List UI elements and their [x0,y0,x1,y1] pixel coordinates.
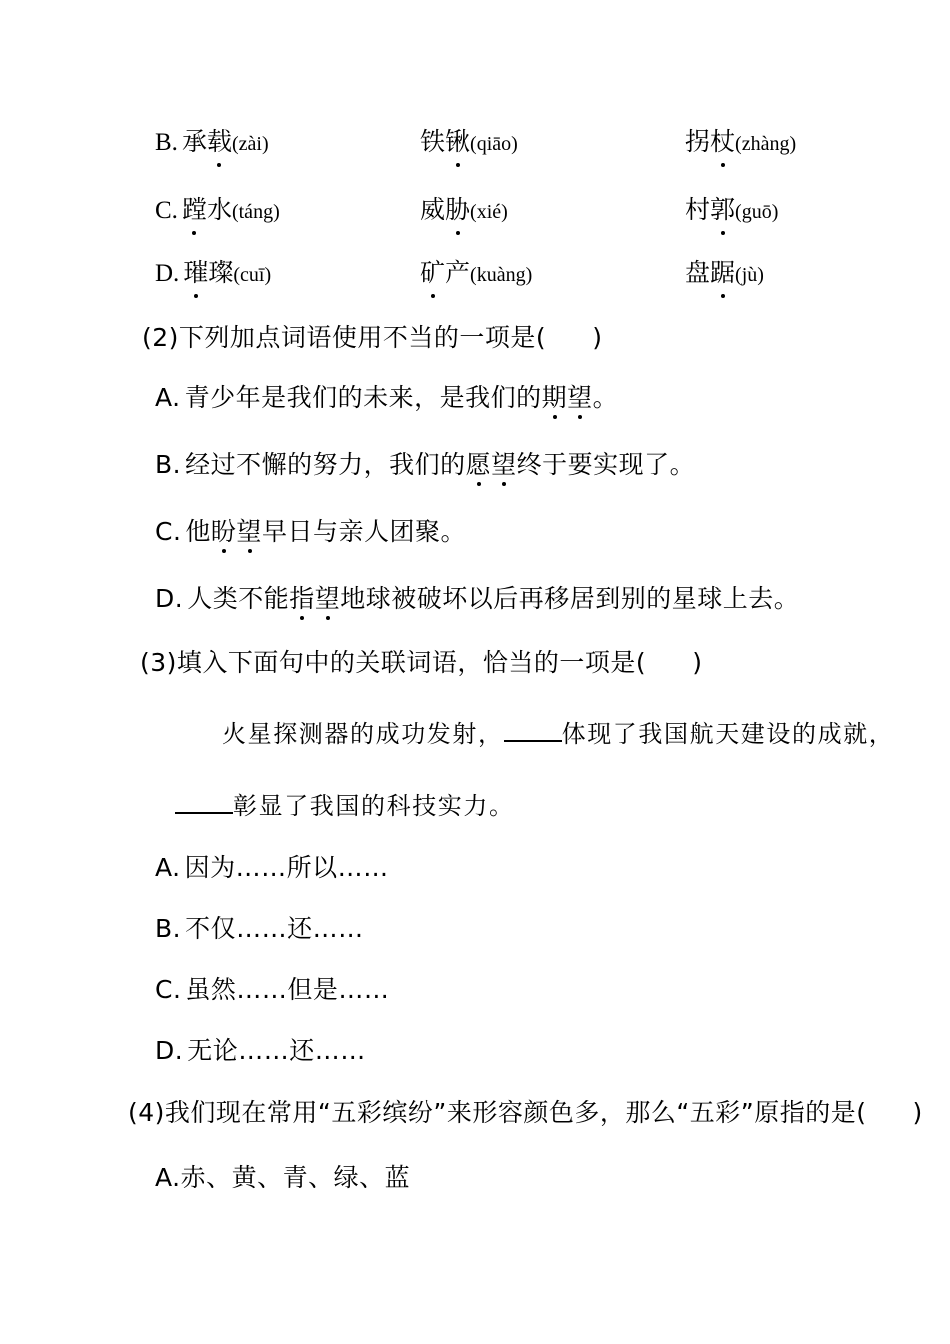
vocab-word: 拐杖 [685,127,735,156]
passage-text-after-blank: 体现了我国航天建设的成就， [561,722,895,748]
option-label: D. [155,584,184,613]
emphasis-dot-char: 锹 [445,122,470,158]
option-text-post: 。 [592,383,619,412]
option-label: B. [155,914,182,943]
q3-option-a[interactable] [155,855,389,880]
option-text: 因为……所以…… [184,853,389,882]
pinyin: (kuàng) [470,264,533,286]
question-number: (4) [128,1098,165,1127]
vocab-cell [420,190,508,226]
vocab-cell [155,122,269,158]
vocab-cell [685,190,778,226]
q4-option-a[interactable] [155,1165,410,1190]
q2-option-b[interactable] [155,452,695,477]
question-paren-close: ) [912,1098,923,1127]
emphasis-dot-char: 胁 [445,190,470,226]
passage-text-before-blank: 火星探测器的成功发射， [222,722,504,748]
question-paren-close: ) [692,648,703,677]
option-text-pre: 青少年是我们的未来，是我们的 [184,383,542,412]
pinyin: (qiāo) [470,133,518,155]
question-number: (2) [142,323,179,352]
vocab-cell [685,122,796,158]
emphasized-word: 指望 [289,584,341,613]
emphasis-dot-char: 载 [207,122,232,158]
question-text: 下列加点词语使用不当的一项是( [178,323,547,352]
vocab-word: 村郭 [685,195,735,224]
option-label: A. [155,1163,181,1192]
option-text-pre: 经过不懈的努力，我们的 [185,450,466,479]
emphasized-word: 盼望 [210,517,262,546]
pinyin: (zài) [231,133,269,155]
option-text-post: 早日与亲人团聚。 [261,517,466,546]
pinyin: (cuī) [233,264,272,286]
pinyin: (zhàng) [735,133,797,155]
pinyin: (guō) [735,201,779,223]
option-label: A. [155,853,181,882]
option-label: B. [155,450,182,479]
vocab-word: 铁锹 [420,127,470,156]
pinyin: (xié) [470,201,508,223]
option-text: 虽然……但是…… [185,975,390,1004]
vocab-row [0,253,950,309]
option-label: C. [155,197,178,224]
q3-option-b[interactable] [155,916,364,941]
option-text: 赤、黄、青、绿、蓝 [180,1163,411,1192]
option-label: A. [155,383,181,412]
option-label: D. [155,260,180,287]
vocab-word: 威胁 [420,195,470,224]
emphasis-dot-char: 矿 [420,253,445,289]
question-4-stem [128,1100,923,1125]
emphasis-dot-char: 杖 [710,122,735,158]
vocab-cell [420,253,532,289]
q2-option-d[interactable] [155,586,799,611]
option-label: C. [155,517,182,546]
vocab-word: 璀璨 [183,258,233,287]
vocab-word: 矿产 [420,258,470,287]
q3-passage-line-1 [222,723,894,747]
question-text: 我们现在常用“五彩缤纷”来形容颜色多，那么“五彩”原指的是( [164,1098,867,1127]
vocab-cell [155,253,271,289]
fill-in-blank-2[interactable] [175,812,233,814]
question-number: (3) [140,648,177,677]
fill-in-blank-1[interactable] [504,740,562,742]
vocab-word: 承载 [182,127,232,156]
option-text-pre: 他 [185,517,211,546]
pinyin: (jù) [735,264,764,286]
vocab-cell [420,122,518,158]
question-text: 填入下面句中的关联词语，恰当的一项是( [176,648,647,677]
emphasized-word: 愿望 [465,450,517,479]
vocab-word: 蹚水 [182,195,232,224]
q2-option-c[interactable] [155,519,466,544]
option-text-pre: 人类不能 [187,584,290,613]
vocab-row [0,190,950,246]
q3-option-d[interactable] [155,1038,366,1063]
option-label: D. [155,1036,184,1065]
emphasis-dot-char: 踞 [710,253,735,289]
option-text: 无论……还…… [187,1036,366,1065]
emphasis-dot-char: 郭 [710,190,735,226]
q3-passage-line-2 [175,795,515,819]
vocab-cell [155,190,280,226]
vocab-row [0,122,950,178]
q2-option-a[interactable] [155,385,618,410]
question-3-stem [140,650,702,675]
q3-option-c[interactable] [155,977,389,1002]
emphasized-word: 期望 [541,383,593,412]
emphasis-dot-char: 蹚 [182,190,207,226]
pinyin: (táng) [231,201,280,223]
option-text-post: 终于要实现了。 [516,450,696,479]
option-text-post: 地球被破坏以后再移居到别的星球上去。 [340,584,800,613]
question-2-stem [142,325,602,350]
question-paren-close: ) [592,323,603,352]
emphasis-dot-char: 璀 [183,253,208,289]
vocab-cell [685,253,764,289]
vocab-word: 盘踞 [685,258,735,287]
option-label: B. [155,129,178,156]
option-text: 不仅……还…… [185,914,364,943]
passage-text-after-blank: 彰显了我国的科技实力。 [233,794,515,820]
option-label: C. [155,975,182,1004]
